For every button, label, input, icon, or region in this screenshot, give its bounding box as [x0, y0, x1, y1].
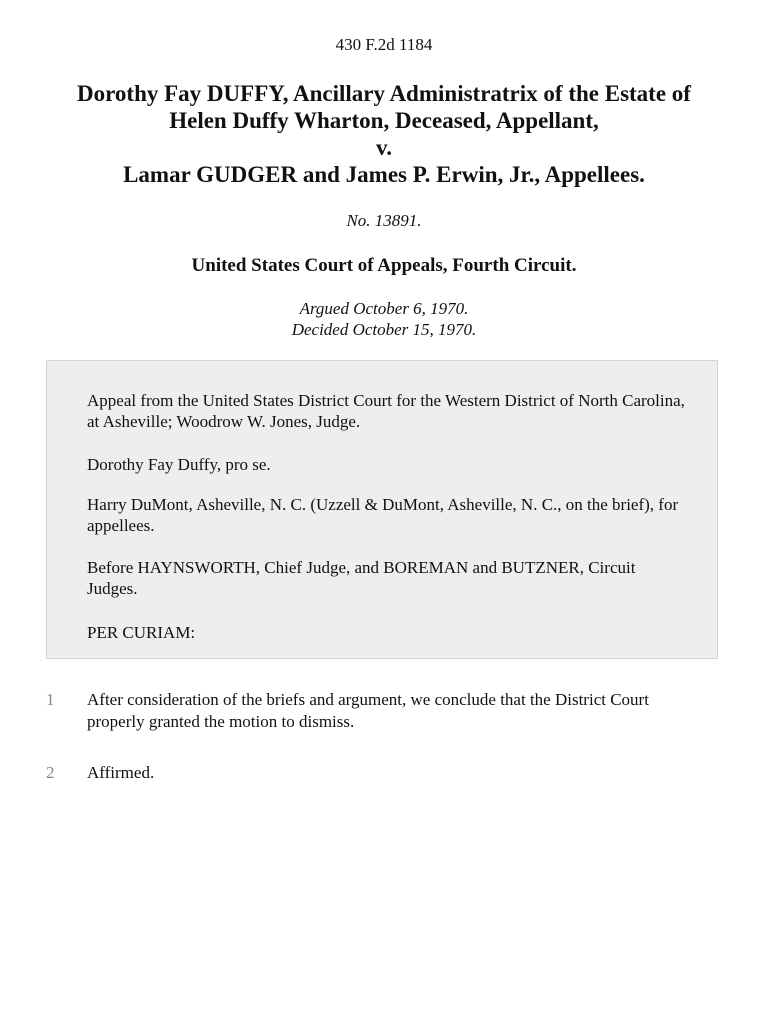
per-curiam-label: PER CURIAM: — [87, 623, 196, 642]
counsel-info: Harry DuMont, Asheville, N. C. (Uzzell & DuMont, Asheville, N. C., on the brief), for appellees. — [87, 495, 679, 535]
paragraph-text: After consideration of the briefs and argument, we conclude that the District Court properly granted the motion to dismiss. — [87, 690, 649, 731]
paragraph-number: 2 — [46, 763, 55, 782]
appeal-info: Appeal from the United States District Court for the Western District of North Carolina, at Asheville; Woodrow W. Jones, Judge. — [87, 391, 685, 431]
case-dates — [0, 298, 768, 340]
case-title — [30, 80, 738, 188]
case-title-versus: v. — [376, 135, 392, 160]
docket-number: No. 13891. — [346, 211, 422, 230]
decided-date: Decided October 15, 1970. — [291, 320, 477, 339]
citation: 430 F.2d 1184 — [335, 35, 433, 54]
case-title-line-2: Helen Duffy Wharton, Deceased, Appellant, — [169, 108, 599, 133]
case-title-line-4: Lamar GUDGER and James P. Erwin, Jr., Appellees. — [123, 162, 645, 187]
argued-date: Argued October 6, 1970. — [299, 299, 469, 318]
paragraph-number: 1 — [46, 690, 55, 709]
pro-se-info: Dorothy Fay Duffy, pro se. — [87, 455, 271, 474]
paragraph-text: Affirmed. — [87, 763, 155, 782]
court-name: United States Court of Appeals, Fourth Circuit. — [191, 255, 577, 276]
case-summary-box — [46, 360, 718, 659]
judges-info: Before HAYNSWORTH, Chief Judge, and BOREMAN and BUTZNER, Circuit Judges. — [87, 558, 636, 598]
case-title-line-1: Dorothy Fay DUFFY, Ancillary Administratrix of the Estate of — [77, 81, 691, 106]
